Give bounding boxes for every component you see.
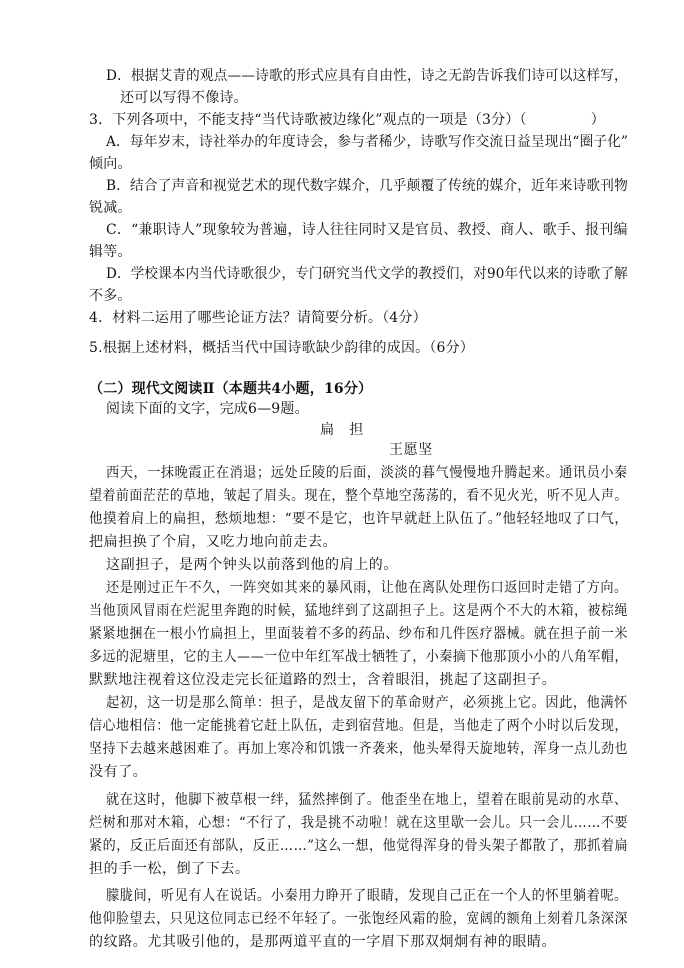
- question-5: 5.根据上述材料，概括当代中国诗歌缺少韵律的成因。（6分）: [89, 340, 475, 356]
- story-line: 西天，一抹晚霞正在消退；远处丘陵的后面，淡淡的暮气慢慢地升腾起来。通讯员小秦: [106, 465, 628, 481]
- story-line: 把扁担换了个肩，又吃力地向前走去。: [89, 534, 338, 550]
- q3-stem: [89, 111, 605, 129]
- question-4: 4．材料二运用了哪些论证方法？请简要分析。（4分）: [89, 310, 427, 326]
- q3-option-c-line1: C．“兼职诗人”现象较为普遍，诗人往往同时又是官员、教授、商人、歌手、报刊编: [106, 222, 628, 238]
- q3-option-b-line1: B．结合了声音和视觉艺术的现代数字媒介，几乎颠覆了传统的媒介，近年来诗歌刊物: [106, 178, 628, 194]
- story-line: 坚持下去越来越困难了。再加上寒冷和饥饿一齐袭来，他头晕得天旋地转，浑身一点儿劲也: [89, 741, 628, 757]
- story-line: 朦胧间，听见有人在说话。小秦用力睁开了眼睛，发现自己正在一个人的怀里躺着呢。: [106, 888, 628, 904]
- story-line: 信心地相信：他一定能挑着它赶上队伍，走到宿营地。但是，当他走了两个小时以后发现，: [89, 718, 628, 734]
- q3-option-b-line2: 锐减。: [89, 200, 132, 216]
- section-instruction: 阅读下面的文字，完成6—9题。: [106, 401, 309, 417]
- q3-option-c-line2: 辑等。: [89, 244, 132, 260]
- q2-option-d-line2: 还可以写得不像诗。: [120, 90, 248, 106]
- story-line: 多远的泥塘里，它的主人——一位中年红军战士牺牲了，小秦摘下他那顶小小的八角军帽，: [89, 649, 628, 665]
- section-heading: （二）现代文阅读Ⅱ（本题共4小题，16分）: [89, 381, 373, 397]
- q3-option-d-line2: 不多。: [89, 288, 132, 304]
- story-line: 没有了。: [89, 764, 148, 780]
- story-line: 他仰脸望去，只见这位同志已经不年轻了。一张饱经风霜的脸，宽阔的额角上刻着几条深深: [89, 911, 628, 927]
- story-line: 当他顶风冒雨在烂泥里奔跑的时候，猛地绊到了这副担子上。这是两个不大的木箱，被棕绳: [89, 603, 628, 619]
- story-line: 这副担子，是两个钟头以前落到他的肩上的。: [106, 557, 398, 573]
- q3-option-a-line2: 倾向。: [89, 156, 132, 172]
- story-line: 烂树和那对木箱，心想：“不行了，我是挑不动啦！就在这里歇一会儿。只一会儿……不要: [89, 815, 629, 831]
- story-line: 默默地注视着这位没走完长征道路的烈士，含着眼泪，挑起了这副担子。: [89, 672, 557, 688]
- story-line: 望着前面茫茫的草地，皱起了眉头。现在，整个草地空荡荡的，看不见火光，听不见人声。: [89, 488, 628, 504]
- story-author: 王愿坚: [389, 442, 433, 458]
- story-line: 的纹路。尤其吸引他的，是那两道平直的一字眉下那双炯炯有神的眼睛。: [89, 934, 557, 950]
- q3-option-a-line1: A．每年岁末，诗社举办的年度诗会，参与者稀少，诗歌写作交流日益呈现出“圈子化”: [106, 134, 629, 150]
- story-line: 紧紧地捆在一根小竹扁担上，里面装着不多的药品、纱布和几件医疗器械。就在担子前一米: [89, 626, 628, 642]
- q2-option-d-line1: D．根据艾青的观点——诗歌的形式应具有自由性，诗之无韵告诉我们诗可以这样写，: [106, 68, 628, 84]
- story-line: 他摸着肩上的扁担，愁烦地想：“要不是它，也许早就赶上队伍了。”他轻轻地叹了口气，: [89, 511, 629, 527]
- q3-option-d-line1: D．学校课本内当代诗歌很少，专门研究当代文学的教授们，对90年代以来的诗歌了解: [106, 266, 628, 282]
- story-line: 担的手一松，倒了下去。: [89, 861, 250, 877]
- story-line: 还是刚过正午不久，一阵突如其来的暴风雨，让他在离队处理伤口返回时走错了方向。: [106, 580, 628, 596]
- story-title: 扁 担: [320, 422, 364, 438]
- story-line: 紧的，反正后面还有部队，反正……”这么一想，他觉得浑身的骨头架子都散了，那抓着扁: [89, 838, 629, 854]
- q3-stem-close: ）: [590, 112, 605, 128]
- story-line: 就在这时，他脚下被草根一绊，猛然摔倒了。他歪坐在地上，望着在眼前晃动的水草、: [106, 792, 628, 808]
- story-line: 起初，这一切是那么简单：担子，是战友留下的革命财产，必须挑上它。因此，他满怀: [106, 695, 628, 711]
- q3-stem-text: 3．下列各项中，不能支持“当代诗歌被边缘化”观点的一项是（3分）（: [89, 112, 527, 128]
